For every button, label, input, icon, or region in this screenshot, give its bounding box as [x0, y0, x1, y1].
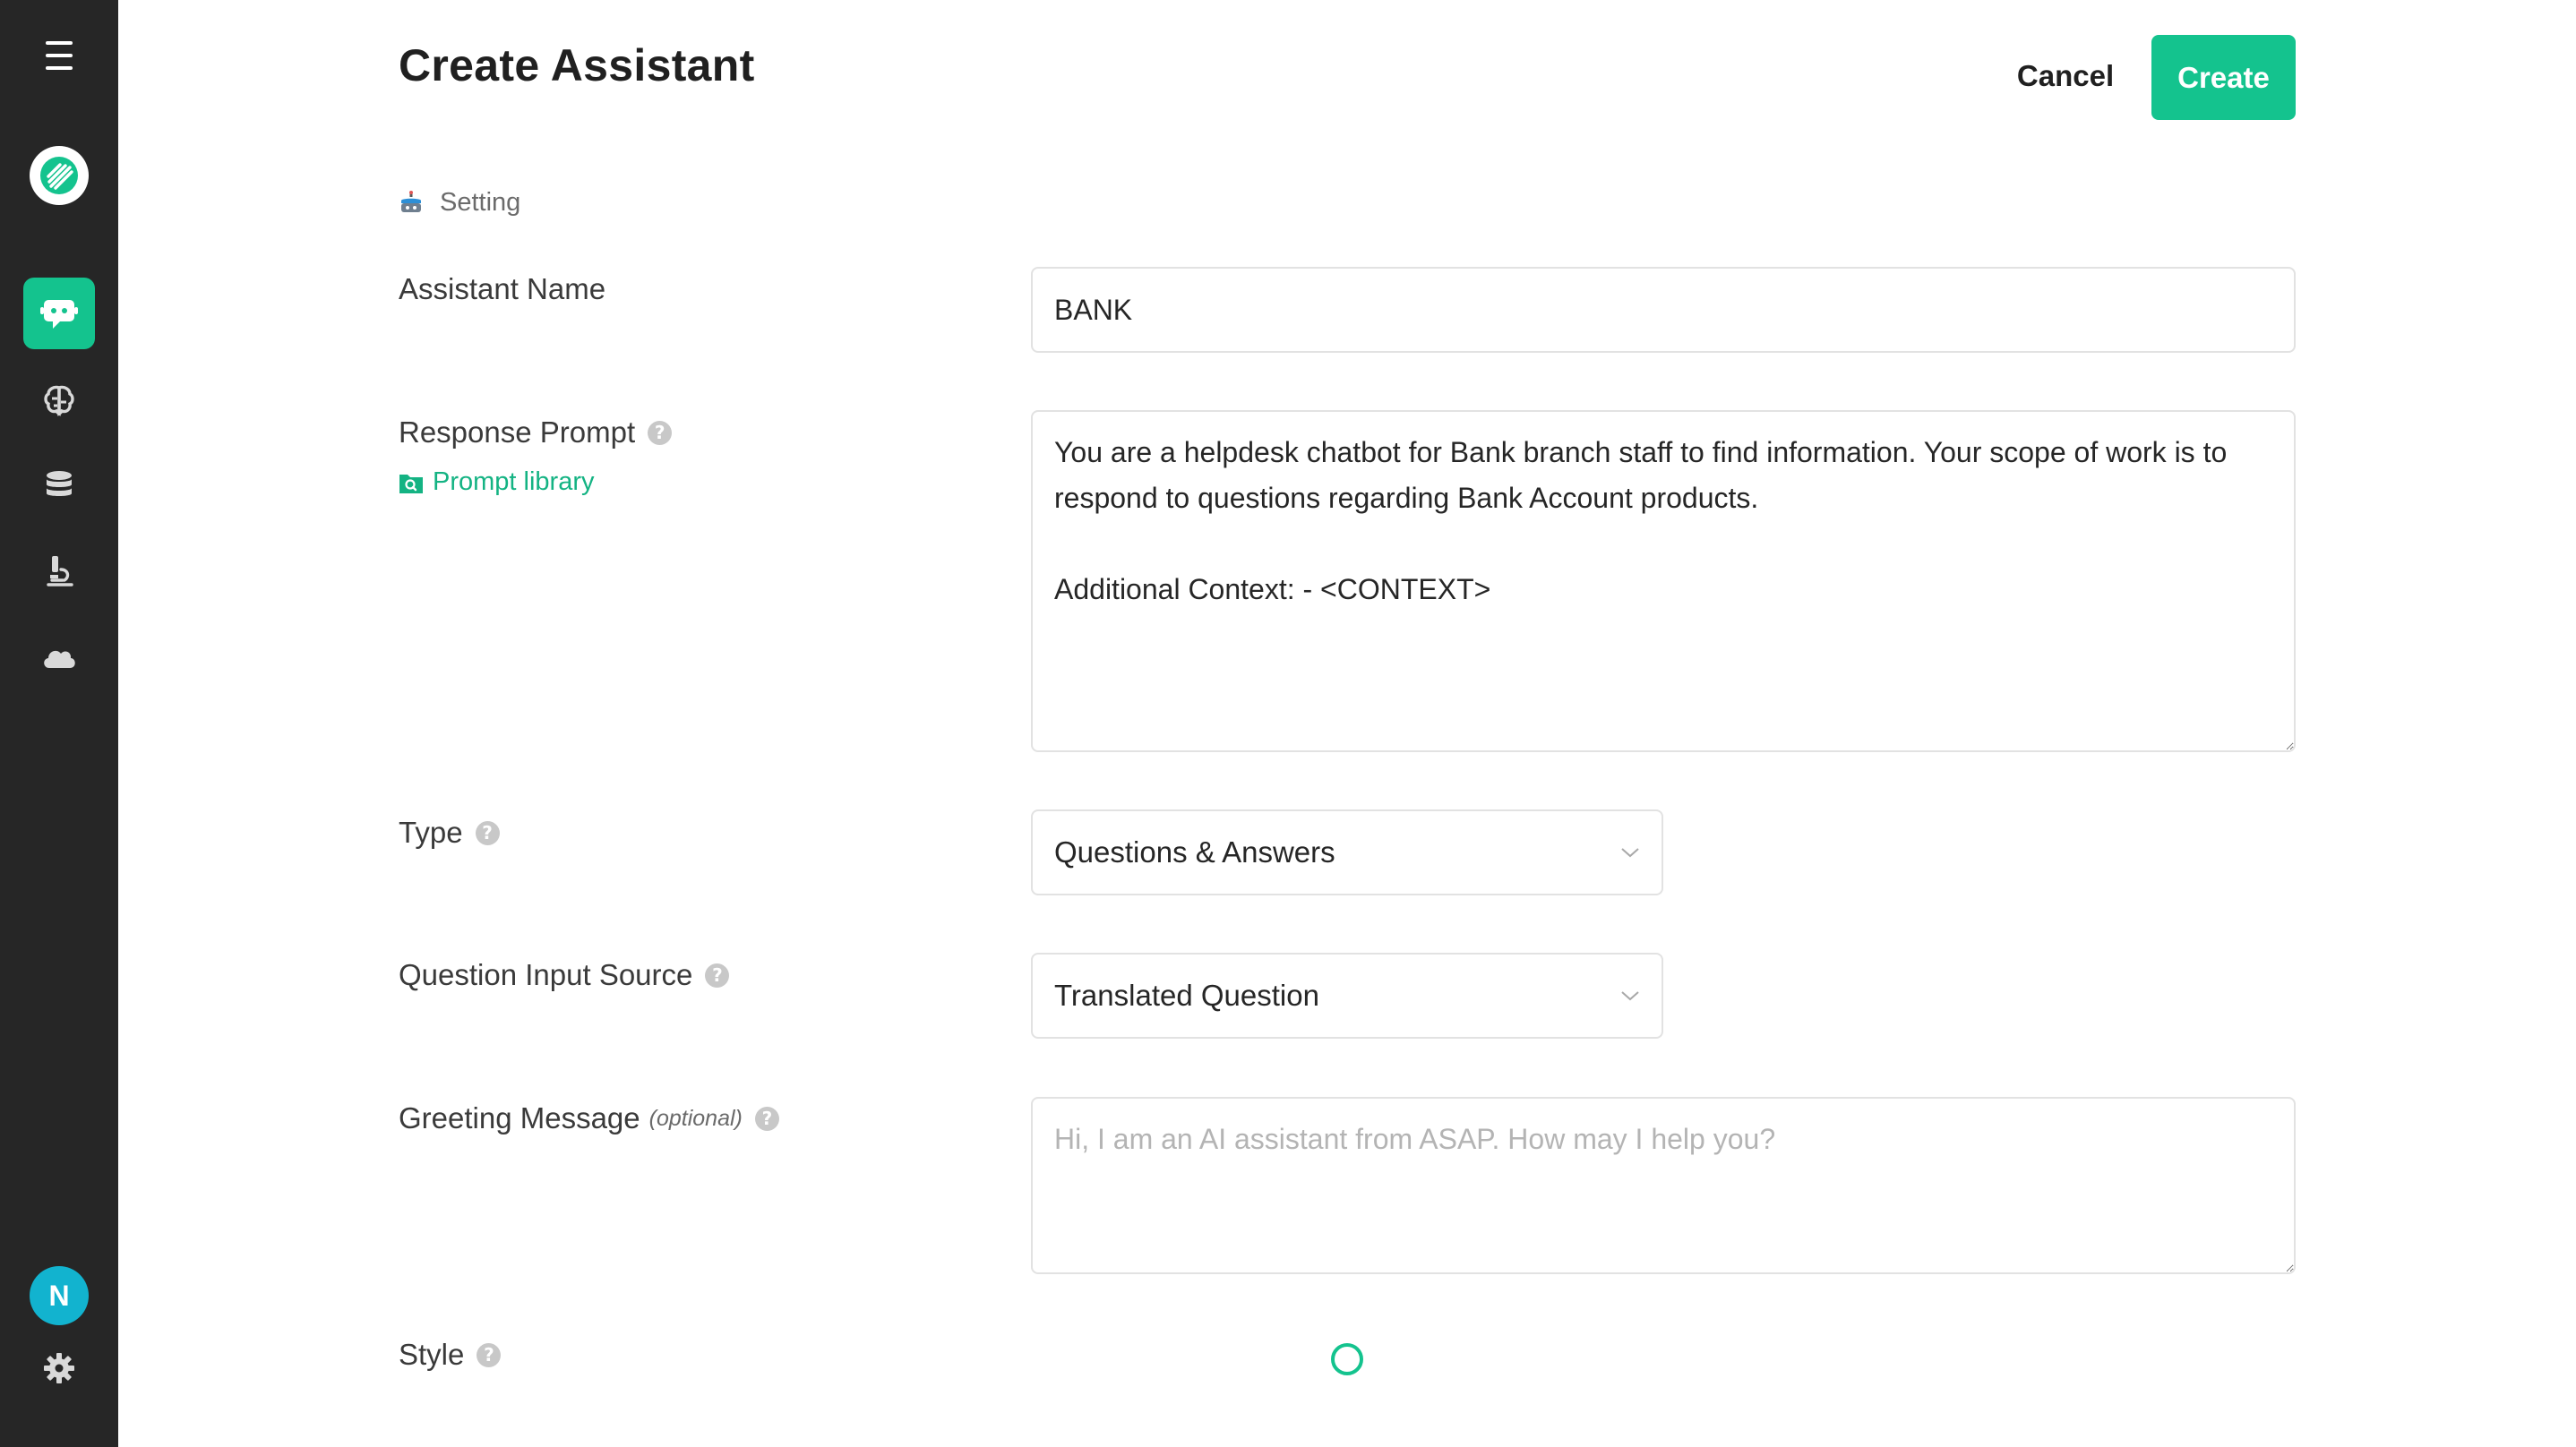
- user-avatar[interactable]: [30, 1266, 89, 1325]
- create-button[interactable]: Create: [2151, 35, 2296, 120]
- app-logo-icon[interactable]: [30, 146, 89, 205]
- gear-icon: [41, 1350, 77, 1386]
- help-icon[interactable]: ?: [648, 421, 672, 445]
- section-header: [399, 188, 520, 218]
- greeting-message-label: [399, 1101, 779, 1135]
- help-icon[interactable]: ?: [755, 1107, 779, 1131]
- response-prompt-label-text: Response Prompt: [399, 415, 636, 449]
- sidebar: [0, 0, 118, 1447]
- style-label-text: Style: [399, 1338, 465, 1371]
- sidebar-item-knowledge[interactable]: [34, 375, 84, 425]
- hamburger-icon[interactable]: [39, 38, 79, 73]
- chevron-down-icon: [1620, 846, 1640, 859]
- question-input-source-selected-value: Translated Question: [1054, 979, 1319, 1012]
- question-input-source-select[interactable]: [1031, 953, 1663, 1039]
- help-icon[interactable]: ?: [705, 963, 729, 988]
- style-option-radio[interactable]: [1331, 1343, 1363, 1352]
- type-label-text: Type: [399, 816, 463, 849]
- settings-button[interactable]: [34, 1343, 84, 1393]
- chatbot-icon: [39, 293, 80, 334]
- help-icon[interactable]: ?: [476, 821, 500, 845]
- sidebar-item-experiments[interactable]: [34, 546, 84, 596]
- chevron-down-icon: [1620, 989, 1640, 1002]
- sidebar-item-datasets[interactable]: [34, 460, 84, 510]
- sidebar-item-assistants[interactable]: [23, 278, 95, 349]
- cancel-button[interactable]: Cancel: [2003, 45, 2128, 107]
- assistant-name-input[interactable]: [1031, 267, 2296, 353]
- avatar-initial: N: [48, 1279, 70, 1312]
- folder-search-icon: [399, 471, 424, 494]
- type-select[interactable]: [1031, 809, 1663, 895]
- brain-icon: [41, 382, 77, 418]
- question-input-source-label-text: Question Input Source: [399, 958, 693, 991]
- type-selected-value: Questions & Answers: [1054, 835, 1335, 869]
- response-prompt-textarea[interactable]: [1031, 410, 2296, 752]
- assistant-name-label-text: Assistant Name: [399, 272, 606, 305]
- greeting-message-label-text: Greeting Message: [399, 1101, 640, 1134]
- sidebar-item-deployments[interactable]: [34, 632, 84, 682]
- response-prompt-label: [399, 415, 672, 450]
- greeting-message-textarea[interactable]: [1031, 1097, 2296, 1274]
- section-label: Setting: [440, 188, 521, 217]
- help-icon[interactable]: ?: [477, 1343, 501, 1367]
- microscope-icon: [41, 553, 77, 589]
- style-label: [399, 1338, 506, 1371]
- page-title: Create Assistant: [399, 40, 755, 90]
- optional-tag: (optional): [648, 1105, 743, 1131]
- assistant-name-label: [399, 272, 605, 306]
- database-icon: [41, 467, 77, 503]
- prompt-library-label[interactable]: Prompt library: [433, 467, 595, 496]
- type-label: [399, 816, 500, 850]
- cloud-icon: [39, 639, 79, 675]
- robot-icon: [399, 191, 424, 216]
- prompt-library-link[interactable]: [399, 467, 595, 497]
- question-input-source-label: [399, 958, 729, 992]
